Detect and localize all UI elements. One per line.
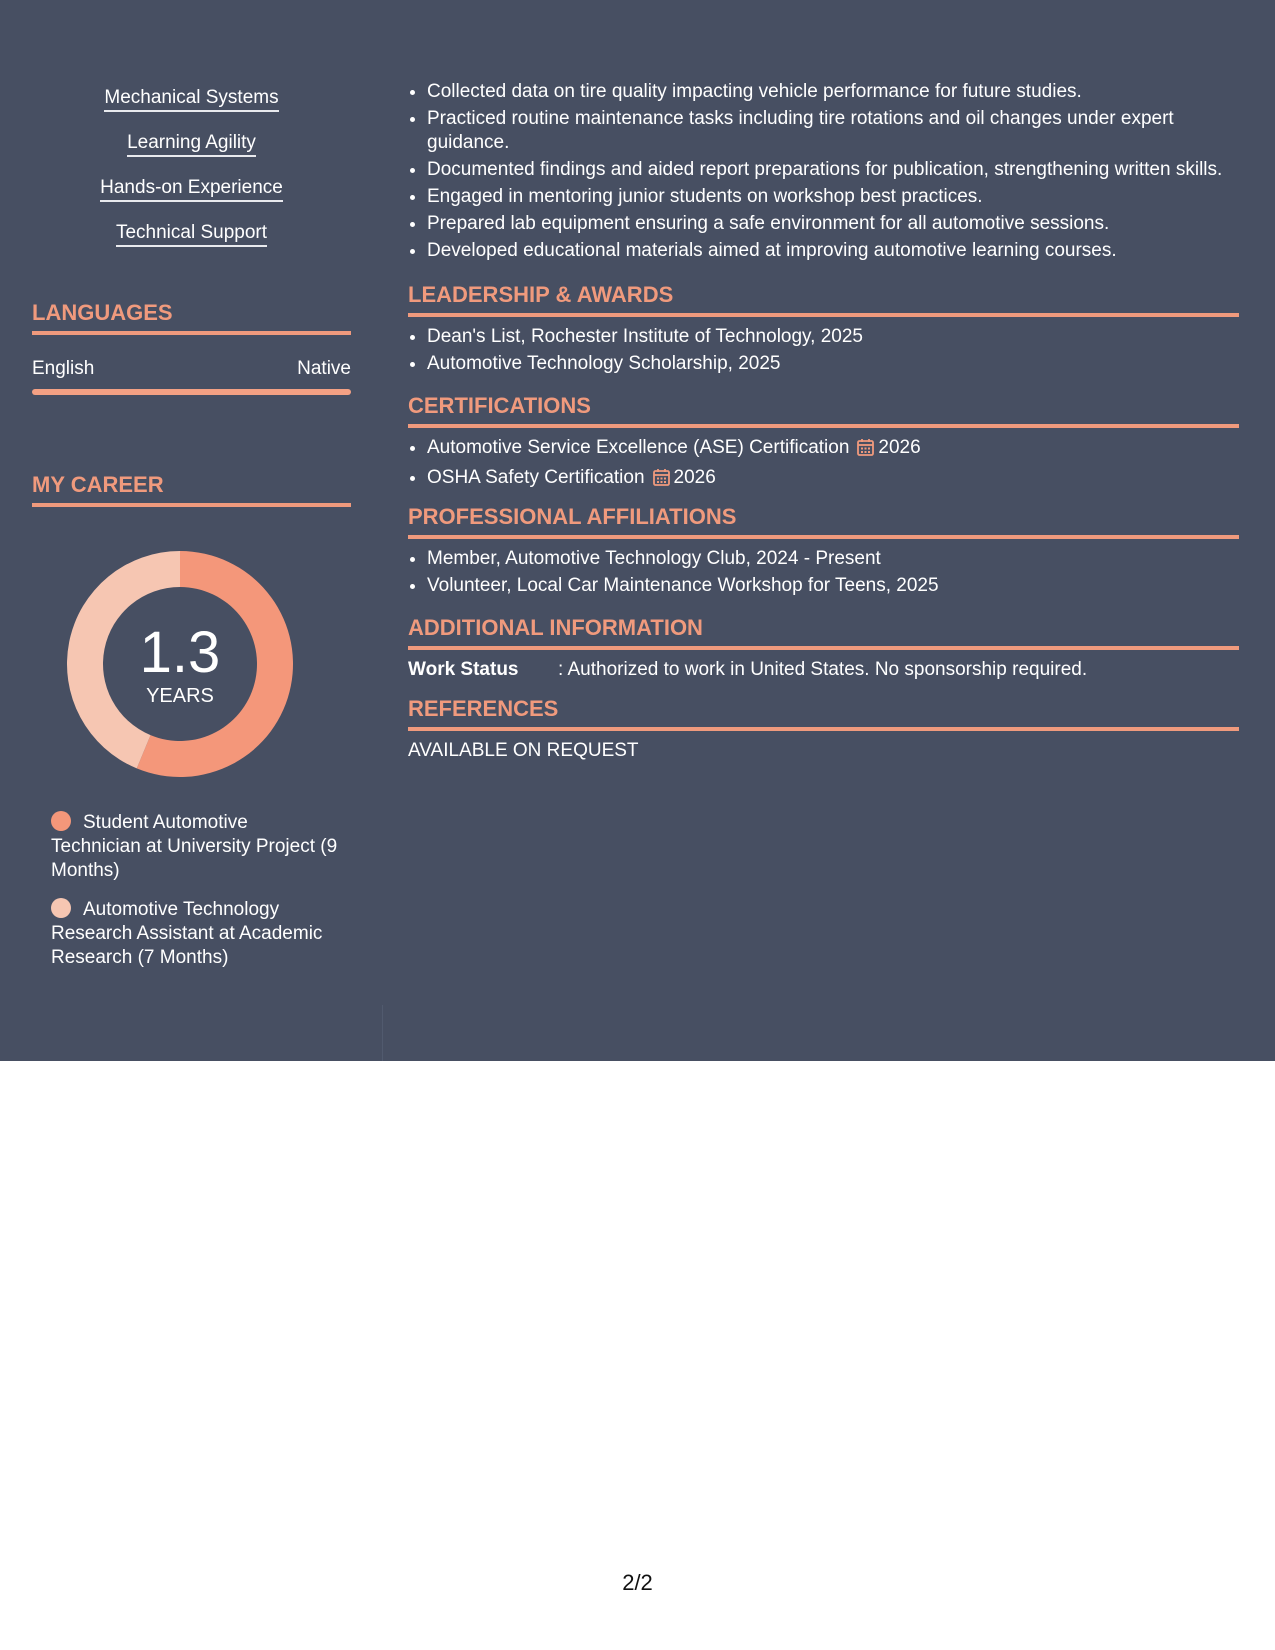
additional-info-section — [408, 615, 1239, 682]
career-legend-item — [51, 898, 341, 970]
career-donut-chart — [67, 551, 293, 777]
career-years-unit: YEARS — [146, 685, 214, 707]
skill-item: Mechanical Systems — [104, 86, 278, 112]
legend-dot-icon — [51, 811, 71, 831]
references-heading: REFERENCES — [408, 696, 1239, 731]
certification-name: OSHA Safety Certification — [427, 467, 645, 488]
sidebar — [32, 0, 351, 1061]
career-heading: MY CAREER — [32, 472, 351, 507]
experience-bullets — [408, 80, 1239, 266]
affiliation-item: • Member, Automotive Technology Club, 2024 - Present — [427, 547, 1239, 571]
career-legend-item — [51, 811, 341, 883]
work-status-value: : Authorized to work in United States. No sponsorship required. — [558, 659, 1088, 680]
experience-bullet: • Documented findings and aided report preparations for publication, strengthening written skills. — [427, 158, 1239, 182]
references-text: AVAILABLE ON REQUEST — [408, 740, 639, 761]
certifications-section — [408, 393, 1239, 496]
experience-bullet: • Practiced routine maintenance tasks including tire rotations and oil changes under expert guidance. — [427, 107, 1239, 155]
calendar-icon — [857, 438, 874, 463]
column-divider — [382, 1005, 383, 1061]
experience-bullet: • Prepared lab equipment ensuring a safe environment for all automotive sessions. — [427, 212, 1239, 236]
work-status-row — [408, 658, 1239, 682]
career-item-label: Automotive Technology Research Assistant at Academic Research (7 Months) — [51, 899, 323, 968]
certification-item — [427, 466, 1239, 493]
languages-heading: LANGUAGES — [32, 300, 351, 335]
references-section — [408, 696, 1239, 763]
certification-item — [427, 436, 1239, 463]
award-item: • Automotive Technology Scholarship, 2025 — [427, 352, 1239, 376]
experience-bullet: • Engaged in mentoring junior students on workshop best practices. — [427, 185, 1239, 209]
experience-bullet: • Collected data on tire quality impacting vehicle performance for future studies. — [427, 80, 1239, 104]
skill-item: Hands-on Experience — [100, 176, 283, 202]
page-number: 2/2 — [622, 1570, 653, 1595]
language-name: English — [32, 358, 95, 379]
affiliation-item: • Volunteer, Local Car Maintenance Workshop for Teens, 2025 — [427, 574, 1239, 598]
calendar-icon — [653, 468, 670, 493]
language-level: Native — [297, 358, 351, 379]
certification-year: 2026 — [673, 467, 716, 488]
award-item: • Dean's List, Rochester Institute of Technology, 2025 — [427, 325, 1239, 349]
career-total-years: 1.3 — [139, 620, 221, 685]
certifications-heading: CERTIFICATIONS — [408, 393, 1239, 428]
affiliations-section — [408, 504, 1239, 601]
career-legend — [51, 811, 341, 985]
legend-dot-icon — [51, 898, 71, 918]
certification-year: 2026 — [878, 437, 921, 458]
language-row — [32, 357, 351, 381]
skills-list — [32, 86, 351, 266]
experience-bullet: • Developed educational materials aimed at improving automotive learning courses. — [427, 239, 1239, 263]
work-status-label: Work Status — [408, 659, 519, 680]
additional-info-heading: ADDITIONAL INFORMATION — [408, 615, 1239, 650]
skill-item: Learning Agility — [127, 131, 256, 157]
skill-item: Technical Support — [116, 221, 267, 247]
leadership-heading: LEADERSHIP & AWARDS — [408, 282, 1239, 317]
career-item-label: Student Automotive Technician at University Project (9 Months) — [51, 812, 338, 881]
language-level-bar — [32, 389, 351, 395]
certification-name: Automotive Service Excellence (ASE) Certification — [427, 437, 850, 458]
affiliations-heading: PROFESSIONAL AFFILIATIONS — [408, 504, 1239, 539]
leadership-section — [408, 282, 1239, 379]
